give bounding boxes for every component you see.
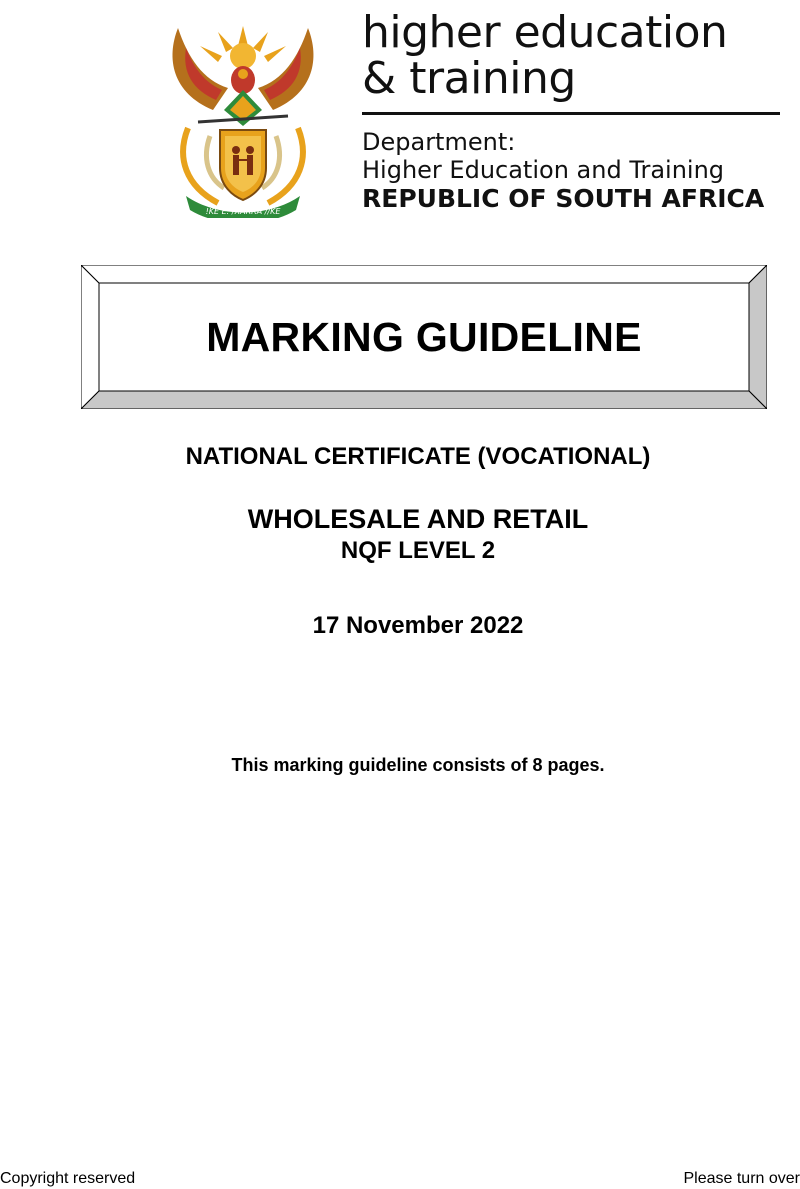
motto-text: !KE E: /XARRA //KE [205,207,281,216]
title-frame [81,265,767,409]
footer-turn-over: Please turn over [683,1170,800,1187]
brand-divider [362,112,780,115]
brand-line-1: higher education [362,7,728,58]
subject-name: WHOLESALE AND RETAIL [247,504,589,534]
page-count-note: This marking guideline consists of 8 pages. [231,755,605,775]
document-title: MARKING GUIDELINE [206,313,642,360]
nqf-level: NQF LEVEL 2 [340,537,496,564]
certificate-name: NATIONAL CERTIFICATE (VOCATIONAL) [185,443,651,470]
coat-of-arms-icon [158,18,328,218]
department-label: Department: [362,128,516,156]
country-name: REPUBLIC OF SOUTH AFRICA [362,184,765,213]
department-block [362,128,782,214]
footer-copyright: Copyright reserved [0,1170,136,1187]
department-name: Higher Education and Training [362,156,725,184]
page-header [0,0,800,230]
brand-line-2: & training [362,53,576,104]
exam-date: 17 November 2022 [312,612,524,639]
department-logo-text [362,7,782,213]
